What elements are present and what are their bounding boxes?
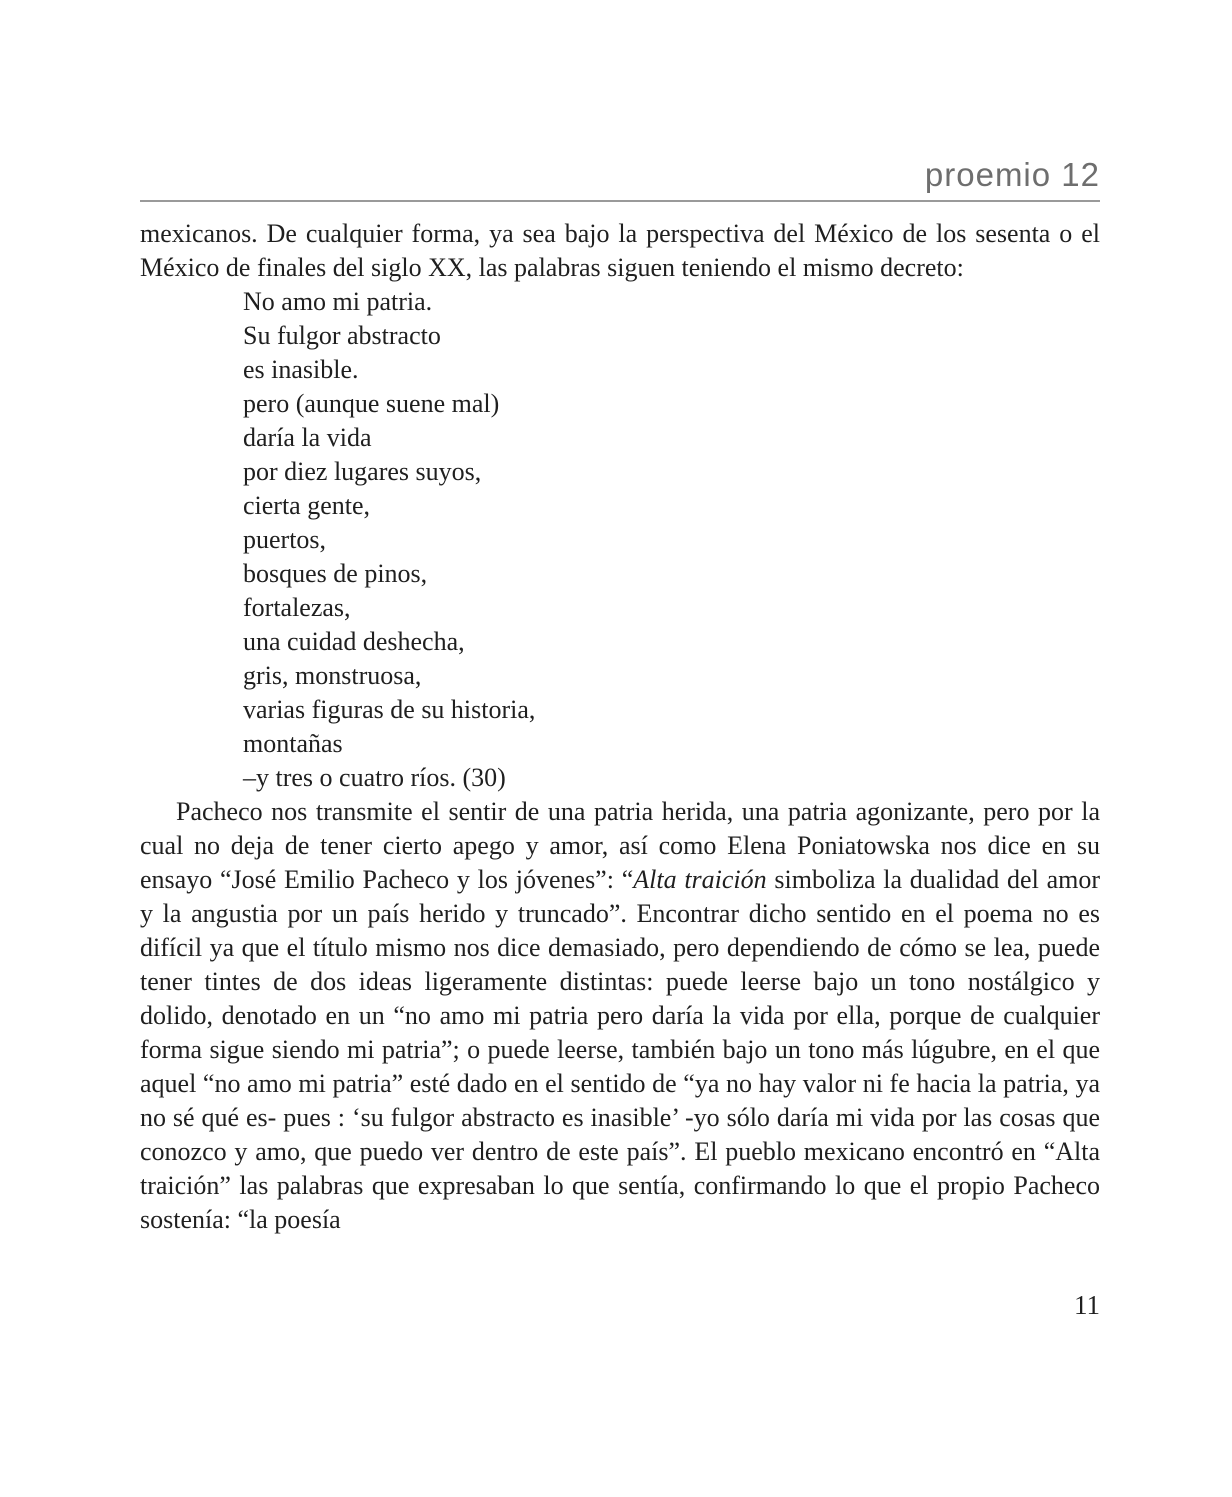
poem-line: por diez lugares suyos,: [243, 456, 482, 486]
poem-line: No amo mi patria.: [243, 286, 433, 316]
body-text-segment: simboliza la dualidad del amor y la angustia por un país herido y truncado”. Encontrar dicho sentido en el poema no es difícil ya que el título mismo nos dice demasiado, pero dependiendo de cómo se lea, puede tener tintes de dos ideas ligeramente distintas: puede leerse bajo un tono nostálgico y dolido, denotado en un “no amo mi patria pero daría la vida por ella, porque de cualquier forma sigue siendo mi patria”; o puede leerse, también bajo un tono más lúgubre, en el que aquel “no amo mi patria” esté dado en el sentido de “ya no hay valor ni fe hacia la patria, ya no sé qué es- pues : ‘su fulgor abstracto es inasible’ -yo sólo daría mi vida por las cosas que conozco y amo, que puedo ver dentro de este país”. El pueblo mexicano encontró en “Alta traición” las palabras que expresaban lo que sentía, confirmando lo que el propio Pacheco sostenía: “la poesía: [140, 864, 1100, 1234]
poem-line: puertos,: [243, 524, 327, 554]
poem-line: gris, monstruosa,: [243, 660, 422, 690]
poem-line: varias figuras de su historia,: [243, 694, 536, 724]
poem-line: bosques de pinos,: [243, 558, 428, 588]
poem-line: fortalezas,: [243, 592, 351, 622]
page-content: [140, 217, 1100, 1237]
poem-line: Su fulgor abstracto: [243, 320, 441, 350]
poem-line: es inasible.: [243, 354, 359, 384]
poem-line: daría la vida: [243, 422, 372, 452]
intro-paragraph: mexicanos. De cualquier forma, ya sea bajo la perspectiva del México de los sesenta o el México de finales del siglo XX, las palabras siguen teniendo el mismo decreto:: [140, 218, 1100, 282]
poem-line: una cuidad deshecha,: [243, 626, 465, 656]
running-header: [140, 158, 1100, 202]
poem-block: [243, 285, 1100, 795]
body-text-segment: Pacheco nos transmite el sentir de una patria herida, una patria agonizante, pero por la cual no deja de tener cierto apego y amor, así como Elena Poniatowska nos dice en su ensayo “José Emilio Pacheco y los jóvenes”: “: [140, 796, 1100, 894]
poem-line: pero (aunque suene mal): [243, 388, 500, 418]
running-header-title: proemio 12: [924, 156, 1100, 193]
poem-line: cierta gente,: [243, 490, 371, 520]
italic-title-segment: Alta traición: [633, 864, 767, 894]
page-number: 11: [1074, 1290, 1100, 1320]
poem-line: –y tres o cuatro ríos. (30): [243, 762, 506, 792]
poem-line: montañas: [243, 728, 343, 758]
body-paragraph: [140, 795, 1100, 1237]
